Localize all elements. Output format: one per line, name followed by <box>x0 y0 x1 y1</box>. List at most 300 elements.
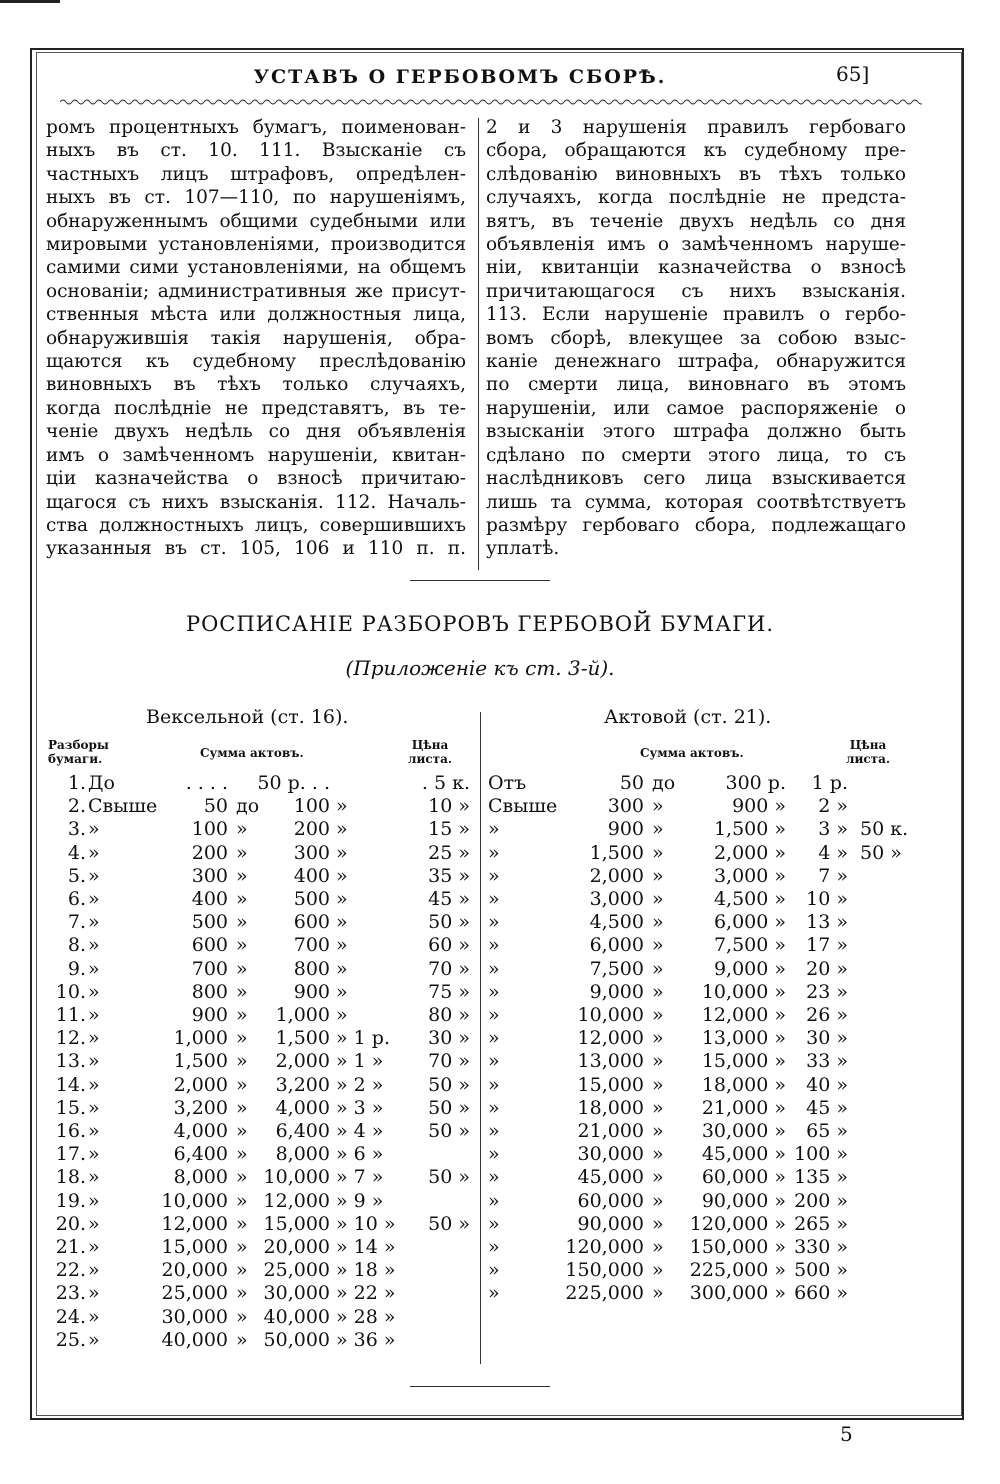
table-cell: Свыше <box>88 795 158 818</box>
table-cell: 6. <box>67 888 86 910</box>
table-cell: » <box>236 841 248 864</box>
text-line: ственныя мѣста или должностныя лица, <box>46 304 466 326</box>
text-line: объявленія имъ о замѣченномъ наруше- <box>486 234 906 256</box>
table-cell: 90,000 <box>577 1212 644 1235</box>
table-cell: » <box>652 1236 664 1258</box>
table-cell: 70 » <box>428 1050 470 1073</box>
table-cell: 1 р. <box>811 772 848 794</box>
table-cell: 6,400 <box>275 1120 330 1142</box>
text-line: виновныхъ въ тѣхъ только случаяхъ, <box>46 374 466 396</box>
table-cell: 1,000 <box>275 1004 330 1026</box>
table-cell: » <box>336 911 348 934</box>
table-cell: » <box>236 980 248 1003</box>
table-cell: 7. <box>67 911 86 934</box>
table-cell: 16. <box>55 1120 86 1142</box>
table-cell: » <box>88 957 100 980</box>
table-cell: » <box>236 1096 248 1119</box>
table-cell: 7,500 » <box>713 934 786 957</box>
table-cell: » <box>336 864 348 887</box>
header-price-line1: Цѣна <box>849 738 887 752</box>
table-cell: » <box>88 1004 100 1026</box>
table-cell: до <box>652 772 676 794</box>
table-row <box>0 818 1000 841</box>
table-cell: 1,500 <box>275 1027 330 1050</box>
table-cell: 8. <box>67 934 86 957</box>
table-cell: 1,500 <box>173 1050 228 1073</box>
table-cell: » <box>488 957 500 980</box>
text-line: ромъ процентныхъ бумагъ, поименован- <box>46 117 466 138</box>
table-cell: » <box>88 1027 100 1050</box>
table-cell: 30,000 <box>577 1143 644 1166</box>
table-cell: » <box>652 1004 664 1026</box>
table-cell: 25,000 <box>161 1282 228 1305</box>
table-cell: 50 » <box>428 1166 470 1189</box>
table-cell: » 14 » <box>336 1236 396 1258</box>
table-cell: 500 » <box>794 1259 848 1282</box>
column-divider <box>478 118 479 570</box>
table-cell: 225,000 <box>565 1282 644 1305</box>
table-cell: » <box>488 1212 500 1235</box>
table-cell: 660 » <box>794 1282 848 1305</box>
table-cell: 13 » <box>806 911 848 934</box>
table-cell: » <box>236 818 248 841</box>
table-row <box>0 1120 1000 1143</box>
table-row <box>0 1213 1000 1236</box>
table-cell: 2,000 <box>589 864 644 887</box>
table-cell: 65 » <box>806 1120 848 1142</box>
table-cell: » <box>88 911 100 934</box>
table-cell: 1,500 » <box>713 818 786 841</box>
table-cell: 4,000 <box>275 1096 330 1119</box>
table-row <box>0 1306 1000 1329</box>
text-line: причитающагося съ нихъ взысканія. <box>486 280 906 302</box>
text-line: ства должностныхъ лицъ, совершившихъ <box>46 514 466 536</box>
table-cell: 17. <box>55 1143 86 1166</box>
table-cell: » <box>236 1120 248 1142</box>
table-cell: » 22 » <box>336 1282 396 1305</box>
table-cell: 17 » <box>806 934 848 957</box>
table-cell: 60,000 » <box>701 1166 786 1189</box>
text-line: по смерти лица, виновнаго въ этомъ <box>486 374 906 396</box>
text-line: ныхъ въ ст. 107—110, по нарушеніямъ, <box>46 187 466 209</box>
text-line: указанныя въ ст. 105, 106 и 110 п. п. <box>46 538 466 560</box>
table-cell: » <box>652 1166 664 1189</box>
table-cell: 12. <box>55 1027 86 1050</box>
table-cell: 150,000 » <box>689 1236 786 1258</box>
table-cell: 20. <box>55 1212 86 1235</box>
table-cell: 12,000 <box>577 1027 644 1050</box>
text-line: основаніи; административныя же присут- <box>46 280 466 302</box>
text-line: частныхъ лицъ штрафовъ, опредѣлен- <box>46 163 466 185</box>
table-cell: 6,000 » <box>713 911 786 934</box>
table-cell: 50 р. . . <box>257 772 330 794</box>
table-cell: » <box>652 1143 664 1166</box>
table-cell: 25. <box>55 1328 86 1351</box>
text-line: щагося съ нихъ взысканія. 112. Началь- <box>46 491 466 513</box>
table-cell: » 2 » <box>336 1073 384 1096</box>
table-cell: » <box>88 934 100 957</box>
table-cell: 120,000 » <box>689 1212 786 1235</box>
table-cell: » <box>236 911 248 934</box>
table-cell: » <box>88 1073 100 1096</box>
table-cell: » <box>88 864 100 887</box>
table-cell: 30 » <box>428 1027 470 1050</box>
table-cell: 700 <box>293 934 330 957</box>
table-cell: » 7 » <box>336 1166 384 1189</box>
table-cell: 50 <box>619 772 644 794</box>
table-cell: » <box>88 1328 100 1351</box>
table-cell: 9. <box>67 957 86 980</box>
text-line: вомъ сборѣ, влекущее за собою взыс- <box>486 327 906 349</box>
header-razbory-line1: Разборы <box>48 738 109 752</box>
table-cell: 70 » <box>428 957 470 980</box>
table-cell: 7 » <box>818 864 848 887</box>
table-cell: » <box>652 911 664 934</box>
table-cell: 330 » <box>794 1236 848 1258</box>
running-header: УСТАВЪ О ГЕРБОВОМЪ СБОРѢ. <box>253 66 667 88</box>
table-cell: » <box>488 1050 500 1073</box>
table-cell: 19. <box>55 1189 86 1212</box>
table-cell: 20 » <box>806 957 848 980</box>
left-header-summa: Сумма актовъ. <box>200 746 304 760</box>
table-cell: 25 » <box>428 841 470 864</box>
table-cell: » <box>488 934 500 957</box>
table-cell: » <box>88 888 100 910</box>
table-cell: » 28 » <box>336 1305 396 1328</box>
table-cell: 15,000 <box>263 1212 330 1235</box>
table-row <box>0 1329 1000 1352</box>
table-cell: 40,000 <box>161 1328 228 1351</box>
left-header-razbory <box>48 738 109 766</box>
table-cell: » <box>336 795 348 818</box>
text-line: сдѣлано по смерти этого лица, то съ <box>486 444 906 466</box>
table-cell: 200 <box>293 818 330 841</box>
table-cell: 135 » <box>794 1166 848 1189</box>
table-cell: » <box>236 1236 248 1258</box>
table-cell: 75 » <box>428 980 470 1003</box>
corner-rule <box>0 0 60 3</box>
table-cell: До <box>88 772 115 794</box>
right-header-summa: Сумма актовъ. <box>640 746 744 760</box>
text-line: самими сими установленіями, на общемъ <box>46 257 466 279</box>
table-cell: » <box>336 934 348 957</box>
table-cell: 21,000 » <box>701 1096 786 1119</box>
table-cell: 35 » <box>428 864 470 887</box>
table-cell: 23. <box>55 1282 86 1305</box>
left-header-price <box>408 738 452 766</box>
table-cell: » <box>488 1166 500 1189</box>
text-line: каніе денежнаго штрафа, обнаружится <box>486 351 906 373</box>
table-cell: » <box>236 1050 248 1073</box>
table-cell: » <box>88 1282 100 1305</box>
table-cell: 50 <box>203 795 228 818</box>
table-cell: 30,000 » <box>701 1120 786 1142</box>
table-cell: 10,000 <box>577 1004 644 1026</box>
table-cell: » <box>652 1212 664 1235</box>
table-cell: » <box>88 1189 100 1212</box>
table-cell: 225,000 » <box>689 1259 786 1282</box>
table-cell: » <box>488 1282 500 1305</box>
table-cell: » <box>652 1120 664 1142</box>
table-cell: 14. <box>55 1073 86 1096</box>
table-row <box>0 842 1000 865</box>
table-cell: 3,000 » <box>713 864 786 887</box>
table-cell: 150,000 <box>565 1259 644 1282</box>
table-cell: » <box>236 1073 248 1096</box>
table-cell: 45 » <box>806 1096 848 1119</box>
table-cell: 600 <box>191 934 228 957</box>
table-cell: 500 <box>293 888 330 910</box>
text-line: вятъ, въ теченіе двухъ недѣль со дня <box>486 210 906 232</box>
table-cell: 12,000 <box>161 1212 228 1235</box>
table-cell: » <box>652 934 664 957</box>
table-cell: » 10 » <box>336 1212 396 1235</box>
table-row <box>0 958 1000 981</box>
table-row <box>0 1236 1000 1259</box>
table-cell: » <box>236 864 248 887</box>
table-cell: 800 <box>293 957 330 980</box>
table-cell: » <box>236 1282 248 1305</box>
table-cell: » <box>236 934 248 957</box>
table-cell: 100 <box>293 795 330 818</box>
table-cell: 4,000 <box>173 1120 228 1142</box>
header-razbory-line2: бумаги. <box>48 752 103 766</box>
text-line: сбора, обращаются къ судебному пре- <box>486 140 906 162</box>
right-table-title: Актовой (ст. 21). <box>604 706 772 728</box>
table-cell: 4,500 » <box>713 888 786 910</box>
table-cell: » <box>88 1096 100 1119</box>
text-line: когда послѣдніе не представятъ, въ те- <box>46 397 466 419</box>
table-cell: » <box>488 1073 500 1096</box>
table-cell: 10 » <box>428 795 470 818</box>
table-cell: » <box>336 818 348 841</box>
table-cell: 12,000 <box>263 1189 330 1212</box>
table-row <box>0 865 1000 888</box>
table-cell: » <box>652 1259 664 1282</box>
table-row <box>0 911 1000 934</box>
table-cell: 50 » <box>428 1120 470 1142</box>
table-cell: » <box>236 1328 248 1351</box>
table-cell: » <box>652 1096 664 1119</box>
table-cell: 800 <box>191 980 228 1003</box>
table-cell: 12,000 » <box>701 1004 786 1026</box>
table-cell: 300 <box>293 841 330 864</box>
text-line: нарушеніи, или самое распоряженіе о <box>486 397 906 419</box>
table-cell: 15,000 <box>577 1073 644 1096</box>
table-cell: 4 » <box>818 841 848 864</box>
table-cell: » <box>488 1259 500 1282</box>
table-cell: 6,400 <box>173 1143 228 1166</box>
table-cell: 900 <box>607 818 644 841</box>
table-cell: » <box>488 1004 500 1026</box>
table-cell: 50 » <box>428 1212 470 1235</box>
table-cell: 400 <box>191 888 228 910</box>
table-cell: » <box>236 957 248 980</box>
table-cell: 30,000 <box>161 1305 228 1328</box>
table-cell: 2 » <box>818 795 848 818</box>
left-table-title: Вексельной (ст. 16). <box>146 706 349 728</box>
table-cell: 900 <box>293 980 330 1003</box>
header-price-line2: листа. <box>846 752 891 766</box>
table-cell: . . . . <box>185 772 228 794</box>
table-cell: » <box>336 957 348 980</box>
table-cell: 40,000 <box>263 1305 330 1328</box>
header-price-line1: Цѣна <box>411 738 449 752</box>
table-cell: 20,000 <box>161 1259 228 1282</box>
text-line: ніи, квитанціи казначейства о взносѣ <box>486 257 906 279</box>
table-cell: » <box>652 980 664 1003</box>
table-cell: » 18 » <box>336 1259 396 1282</box>
text-line: взысканіи этого штрафа должно быть <box>486 421 906 443</box>
table-cell: до <box>236 795 260 818</box>
table-cell: 21,000 <box>577 1120 644 1142</box>
table-row <box>0 1050 1000 1073</box>
table-cell: . 5 к. <box>421 772 470 794</box>
table-cell: » <box>652 841 664 864</box>
table-cell: 10,000 <box>161 1189 228 1212</box>
table-cell: 10 » <box>806 888 848 910</box>
table-row <box>0 981 1000 1004</box>
table-row <box>0 1143 1000 1166</box>
table-cell: 50 к. <box>860 818 909 841</box>
table-row <box>0 1259 1000 1282</box>
table-cell: 400 <box>293 864 330 887</box>
table-cell: » <box>488 818 500 841</box>
table-cell: » <box>88 1212 100 1235</box>
table-cell: 13,000 » <box>701 1027 786 1050</box>
table-cell: 100 <box>191 818 228 841</box>
table-cell: 23 » <box>806 980 848 1003</box>
table-cell: » <box>336 980 348 1003</box>
table-row <box>0 1282 1000 1305</box>
text-line: мировыми установленіями, производится <box>46 234 466 256</box>
table-cell: 8,000 <box>173 1166 228 1189</box>
table-cell: 900 » <box>732 795 786 818</box>
table-cell: » 1 » <box>336 1050 384 1073</box>
table-cell: » <box>336 841 348 864</box>
table-cell: » <box>652 864 664 887</box>
text-line: случаяхъ, когда послѣдніе не предста- <box>486 187 906 209</box>
right-text-column <box>486 116 906 561</box>
table-cell: » <box>88 1120 100 1142</box>
table-cell: 1. <box>67 772 86 794</box>
table-cell: Отъ <box>488 772 527 794</box>
table-cell: » <box>652 957 664 980</box>
table-row <box>0 795 1000 818</box>
table-cell: » <box>88 1236 100 1258</box>
table-cell: 700 <box>191 957 228 980</box>
table-cell: 15 » <box>428 818 470 841</box>
text-line: обнаружившія такія нарушенія, обра- <box>46 327 466 349</box>
table-cell: 22. <box>55 1259 86 1282</box>
table-cell: » <box>88 1305 100 1328</box>
table-cell: 8,000 <box>275 1143 330 1166</box>
table-cell: » <box>488 888 500 910</box>
table-cell: 45,000 <box>577 1166 644 1189</box>
table-cell: » <box>88 1050 100 1073</box>
table-cell: 4,500 <box>589 911 644 934</box>
table-cell: 600 <box>293 911 330 934</box>
table-cell: 4. <box>67 841 86 864</box>
table-cell: » <box>488 841 500 864</box>
table-cell: 300 <box>607 795 644 818</box>
table-cell: 3,200 <box>173 1096 228 1119</box>
table-cell: 265 » <box>794 1212 848 1235</box>
table-cell: » <box>236 1166 248 1189</box>
table-cell: 900 <box>191 1004 228 1026</box>
section-separator <box>410 580 550 581</box>
table-cell: » <box>488 1236 500 1258</box>
table-cell: 7,500 <box>589 957 644 980</box>
table-cell: 15,000 <box>161 1236 228 1258</box>
table-cell: » <box>652 1050 664 1073</box>
table-cell: 300 <box>191 864 228 887</box>
table-row <box>0 1097 1000 1120</box>
table-cell: 2,000 » <box>713 841 786 864</box>
table-cell: 5. <box>67 864 86 887</box>
right-header-price <box>846 738 890 766</box>
table-cell: 18,000 » <box>701 1073 786 1096</box>
table-cell: 100 » <box>794 1143 848 1166</box>
table-cell: » <box>236 1212 248 1235</box>
table-cell: » <box>336 1004 348 1026</box>
table-cell: » <box>652 1027 664 1050</box>
table-cell: » 4 » <box>336 1120 384 1142</box>
text-line: лишь та сумма, которая соотвѣтствуетъ <box>486 491 906 513</box>
table-cell: » <box>488 911 500 934</box>
table-row <box>0 772 1000 795</box>
table-cell: 60 » <box>428 934 470 957</box>
text-line: размѣру гербоваго сбора, подлежащаго <box>486 514 906 536</box>
table-cell: » <box>652 795 664 818</box>
table-cell: 9,000 » <box>713 957 786 980</box>
table-cell: 80 » <box>428 1004 470 1026</box>
table-cell: 10. <box>55 980 86 1003</box>
table-cell: 60,000 <box>577 1189 644 1212</box>
table-cell: 120,000 <box>565 1236 644 1258</box>
table-cell: » <box>88 1143 100 1166</box>
table-cell: » <box>652 1189 664 1212</box>
table-cell: » <box>488 1027 500 1050</box>
table-cell: 200 » <box>794 1189 848 1212</box>
text-line: ченіе двухъ недѣль со дня объявленія <box>46 421 466 443</box>
table-cell: » <box>652 888 664 910</box>
schedule-subtitle: (Приложеніе къ ст. 3-й). <box>345 656 615 680</box>
table-cell: 21. <box>55 1236 86 1258</box>
text-line: слѣдованію виновныхъ въ тѣхъ только <box>486 163 906 185</box>
table-row <box>0 934 1000 957</box>
table-cell: Свыше <box>488 795 558 818</box>
table-cell: 30,000 <box>263 1282 330 1305</box>
table-cell: » <box>488 1143 500 1166</box>
table-cell: 200 <box>191 841 228 864</box>
table-cell: » <box>236 888 248 910</box>
table-cell: 3. <box>67 818 86 841</box>
table-row <box>0 1190 1000 1213</box>
table-cell: 45,000 » <box>701 1143 786 1166</box>
table-row <box>0 1004 1000 1027</box>
table-cell: 3,200 <box>275 1073 330 1096</box>
table-cell: 50 » <box>428 1073 470 1096</box>
table-cell: » <box>652 1282 664 1305</box>
table-cell: 9,000 <box>589 980 644 1003</box>
table-cell: » <box>236 1189 248 1212</box>
table-cell: » <box>236 1259 248 1282</box>
table-cell: 90,000 » <box>701 1189 786 1212</box>
table-cell: 40 » <box>806 1073 848 1096</box>
table-cell: » <box>88 818 100 841</box>
text-line: обнаруженнымъ общими судебными или <box>46 210 466 232</box>
